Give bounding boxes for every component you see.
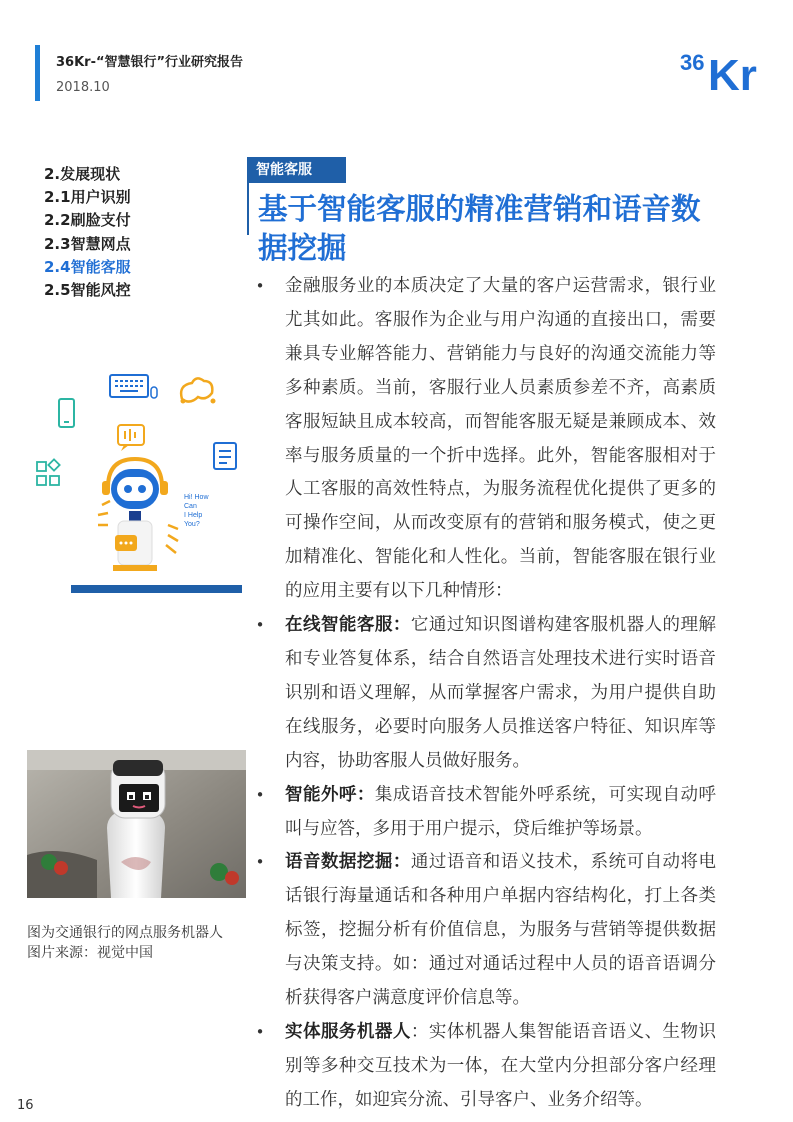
toc-item-face-payment[interactable]: 2.2刷脸支付 xyxy=(44,211,131,230)
section-divider-line xyxy=(247,183,249,235)
bullet-dot-icon: • xyxy=(255,616,265,635)
illustration-base-bar xyxy=(71,585,242,593)
voice-chat-icon xyxy=(118,425,144,451)
svg-text:Kr: Kr xyxy=(708,51,757,94)
apps-grid-icon xyxy=(37,459,60,485)
toc-item-user-identification[interactable]: 2.1用户识别 xyxy=(44,188,131,207)
header-accent-bar xyxy=(35,45,40,101)
photo-caption xyxy=(27,923,223,963)
section-heading: 基于智能客服的精准营销和语音数据挖掘 xyxy=(258,192,701,265)
bullet-text: 通过语音和语义技术，系统可自动将电话银行海量通话和各种用户单据内容结构化，打上各类标签，挖掘分析有价值信息，为服务与营销等提供数据与决策支持。如：通过对通话过程中人员的语音语调分析获得客户满意度评价信息等。 xyxy=(285,852,717,1009)
bullet-service-robot xyxy=(253,1016,716,1118)
document-icon xyxy=(214,443,236,469)
robot-customer-service-illustration xyxy=(28,365,258,595)
caption-source: 图片来源：视觉中国 xyxy=(27,945,153,961)
report-title: 36Kr-“智慧银行”行业研究报告 xyxy=(56,55,244,70)
bullet-dot-icon: • xyxy=(255,1022,265,1041)
36kr-logo xyxy=(680,40,768,94)
speech-text: Hi! How Can I Help You? xyxy=(184,494,209,528)
toc-item-dev-status[interactable]: 2.发展现状 xyxy=(44,165,121,183)
bullet-term: 语音数据挖掘： xyxy=(285,852,411,873)
keyboard-icon xyxy=(110,375,157,398)
bank-service-robot-photo xyxy=(27,750,246,898)
bullet-text: 集成语音技术智能外呼系统，可实现自动呼叫与应答，多用于用户提示，贷后维护等场景。 xyxy=(285,784,717,839)
bullet-voice-mining xyxy=(253,846,716,1016)
svg-text:36: 36 xyxy=(680,50,705,75)
body-content xyxy=(253,270,716,1118)
bullet-dot-icon: • xyxy=(255,853,265,872)
section-nav xyxy=(44,163,131,302)
page-number: 16 xyxy=(17,1098,34,1113)
bullet-online-service xyxy=(253,609,716,779)
toc-item-smart-branch[interactable]: 2.3智慧网点 xyxy=(44,234,131,253)
bullet-term: 在线智能客服： xyxy=(285,615,411,636)
toc-item-smart-customer-service[interactable]: 2.4智能客服 xyxy=(44,257,131,276)
phone-icon xyxy=(59,399,74,427)
bullet-intro xyxy=(253,270,716,609)
bullet-term: 实体服务机器人 xyxy=(285,1021,411,1042)
cloud-icon xyxy=(181,378,216,403)
toc-item-smart-risk-control[interactable]: 2.5智能风控 xyxy=(44,281,131,300)
report-date: 2018.10 xyxy=(56,80,110,95)
bullet-dot-icon: • xyxy=(255,785,265,804)
bullet-text: ：实体机器人集智能语音语义、生物识别等多种交互技术为一体，在大堂内分担部分客户经理的工作，如迎宾分流、引导客户、业务介绍等。 xyxy=(285,1021,717,1110)
robot-body xyxy=(98,501,178,571)
bullet-term: 智能外呼： xyxy=(285,784,375,805)
bullet-dot-icon: • xyxy=(255,277,265,295)
bullet-text: 金融服务业的本质决定了大量的客户运营需求，银行业尤其如此。客服作为企业与用户沟通的直接出口，需要兼具专业解答能力、营销能力与良好的沟通交流能力等多种素质。当前，客服行业人员素质参差不齐，高素质客服短缺且成本较高，而智能客服无疑是兼顾成本、效率与服务质量的一个折中选择。此外，智能客服相对于人工客服的高效性特点，为服务流程优化提供了更多的可操作空间，从而改变原有的营销和服务模式，使之更加精准化、智能化和人性化。当前，智能客服在银行业的应用主要有以下几种情形： xyxy=(285,276,716,602)
bullet-text: 它通过知识图谱构建客服机器人的理解和专业答复体系，结合自然语言处理技术进行实时语音识别和语义理解，从而掌握客户需求，为用户提供自助在线服务，必要时向服务人员推送客户特征、知识库等内容，协助客服人员做好服务。 xyxy=(285,615,717,771)
section-tag: 智能客服 xyxy=(247,157,346,183)
caption-line: 图为交通银行的网点服务机器人 xyxy=(27,925,223,941)
robot-head xyxy=(102,459,168,509)
bullet-outbound-call xyxy=(253,779,716,847)
